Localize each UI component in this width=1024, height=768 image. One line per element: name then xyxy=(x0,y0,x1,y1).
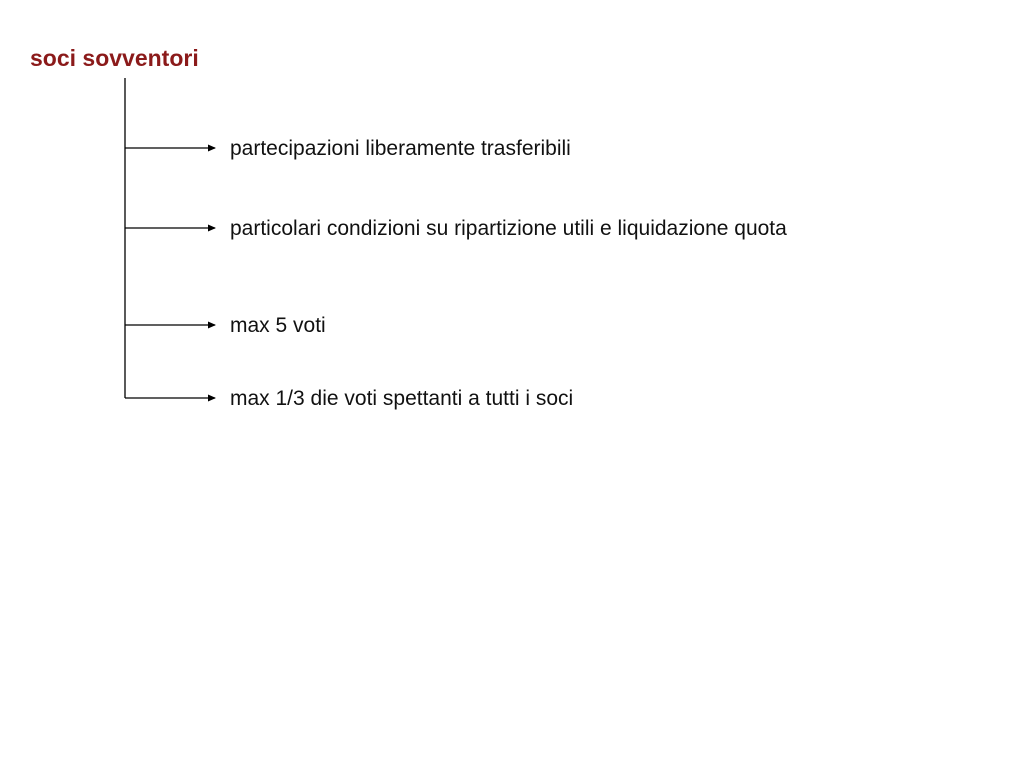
branch-label-3: max 5 voti xyxy=(230,314,326,337)
branch-label-4: max 1/3 die voti spettanti a tutti i soci xyxy=(230,387,574,410)
branch-label-1: partecipazioni liberamente trasferibili xyxy=(230,137,571,160)
diagram-title: soci sovventori xyxy=(30,45,199,71)
branch-label-2: particolari condizioni su ripartizione utili e liquidazione quota xyxy=(230,217,787,240)
